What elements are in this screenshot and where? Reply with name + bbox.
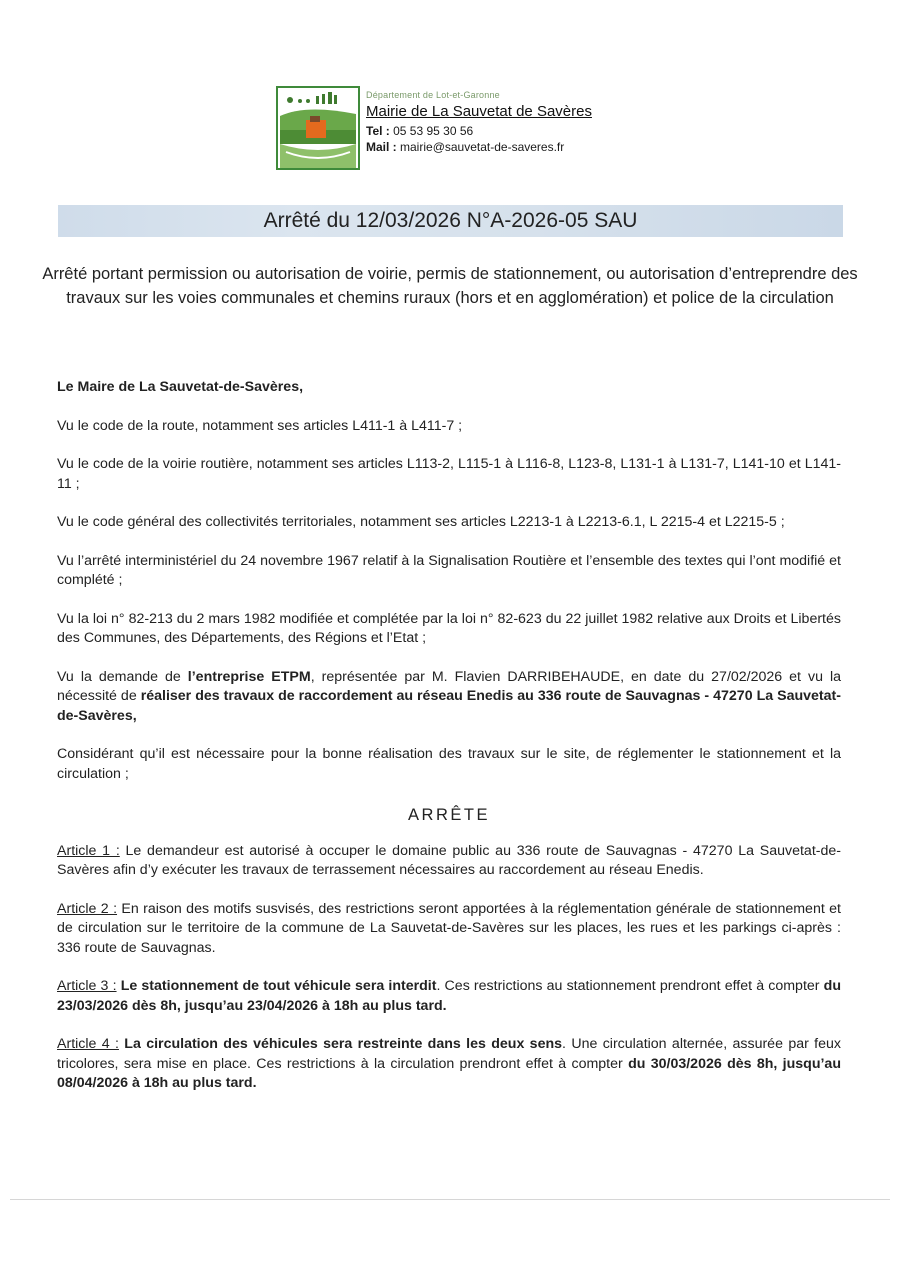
mairie-logo	[276, 86, 360, 170]
entreprise-name: l’entreprise ETPM	[187, 668, 311, 685]
article-text: Le demandeur est autorisé à occuper le domaine public au 336 route de Sauvagnas - 47270 La Sauvetat-de-Savères afin d’y exécuter les travaux de terrassement nécessaires au raccordement au réseau Enedis.	[57, 842, 841, 878]
demande-text: Vu la demande de	[57, 668, 188, 685]
vu-paragraph: Vu l’arrêté interministériel du 24 novembre 1967 relatif à la Signalisation Routière et l’ensemble des textes qui l’ont modifié et complété ;	[57, 552, 841, 588]
article-label: Article 1 :	[57, 842, 120, 859]
vu-paragraph: Vu le code général des collectivités territoriales, notamment ses articles L2213-1 à L2213-6.1, L 2215-4 et L2215-5 ;	[57, 514, 785, 530]
vu-demande-paragraph	[57, 668, 841, 727]
vu-paragraph: Vu la loi n° 82-213 du 2 mars 1982 modifiée et complétée par la loi n° 82-623 du 22 juillet 1982 relative aux Droits et Libertés des Communes, des Départements, des Régions et l’Etat ;	[57, 610, 841, 646]
article-4	[57, 1035, 841, 1094]
article-2	[57, 900, 841, 959]
tel-value: 05 53 95 30 56	[393, 124, 474, 138]
article-text: . Une circulation alternée, assurée par feux tricolores, sera mise en place. Ces restrictions à la circulation prendront effet à compter	[57, 1036, 841, 1072]
article-label: Article 4 :	[57, 1036, 119, 1052]
article-bold: du 23/03/2026 dès 8h, jusqu’au 23/04/2026 à 18h au plus tard.	[57, 978, 841, 1014]
tel-line	[366, 124, 592, 138]
travaux-description: réaliser des travaux de raccordement au réseau Enedis au 336 route de Sauvagnas - 47270 La Sauvetat-de-Savères,	[57, 688, 841, 724]
article-bold: La circulation des véhicules sera restreinte dans les deux sens	[118, 1036, 563, 1052]
mail-line	[366, 140, 592, 154]
article-bold: Le stationnement de tout véhicule sera interdit	[116, 978, 437, 994]
article-bold: du 30/03/2026 dès 8h, jusqu’au 08/04/2026 à 18h au plus tard.	[57, 1055, 841, 1091]
page-divider	[10, 1199, 890, 1200]
demande-text: , représentée par M. Flavien DARRIBEHAUDE, en date du 27/02/2026 et vu la nécessité de	[57, 668, 842, 704]
vu-paragraph: Vu le code de la voirie routière, notamment ses articles L113-2, L115-1 à L116-8, L123-8, L131-1 à L131-7, L141-10 et L141-11 ;	[57, 456, 841, 492]
considerant-paragraph: Considérant qu’il est nécessaire pour la bonne réalisation des travaux sur le site, de réglementer le stationnement et la circulation ;	[57, 746, 841, 782]
departement-label: Département de Lot-et-Garonne	[366, 90, 500, 100]
article-1	[57, 842, 841, 881]
mail-label: Mail :	[366, 140, 397, 154]
document-body	[57, 378, 841, 1113]
article-3	[57, 977, 841, 1016]
document-subtitle: Arrêté portant permission ou autorisation de voirie, permis de stationnement, ou autorisation d’entreprendre des travaux sur les voies communales et chemins ruraux (hors et en agglomération) et police de la circulation	[42, 265, 858, 307]
mail-value: mairie@sauvetat-de-saveres.fr	[400, 140, 565, 154]
article-text: En raison des motifs susvisés, des restrictions seront apportées à la réglementation générale de stationnement et de circulation sur le territoire de la commune de La Sauvetat-de-Savères sur les places, les rues et les parkings ci-après : 336 route de Sauvagnas.	[57, 900, 841, 956]
article-text: . Ces restrictions au stationnement prendront effet à compter	[436, 978, 824, 994]
document-title: Arrêté du 12/03/2026 N°A-2026-05 SAU	[58, 205, 843, 237]
mairie-name: Mairie de La Sauvetat de Savères	[366, 103, 592, 120]
vu-paragraph: Vu le code de la route, notamment ses articles L411-1 à L411-7 ;	[57, 417, 463, 434]
maire-heading: Le Maire de La Sauvetat-de-Savères,	[57, 379, 304, 395]
article-label: Article 2 :	[57, 900, 118, 917]
tel-label: Tel :	[366, 124, 390, 138]
arrete-heading: ARRÊTE	[408, 806, 490, 824]
letterhead	[276, 86, 676, 172]
article-label: Article 3 :	[57, 978, 117, 994]
